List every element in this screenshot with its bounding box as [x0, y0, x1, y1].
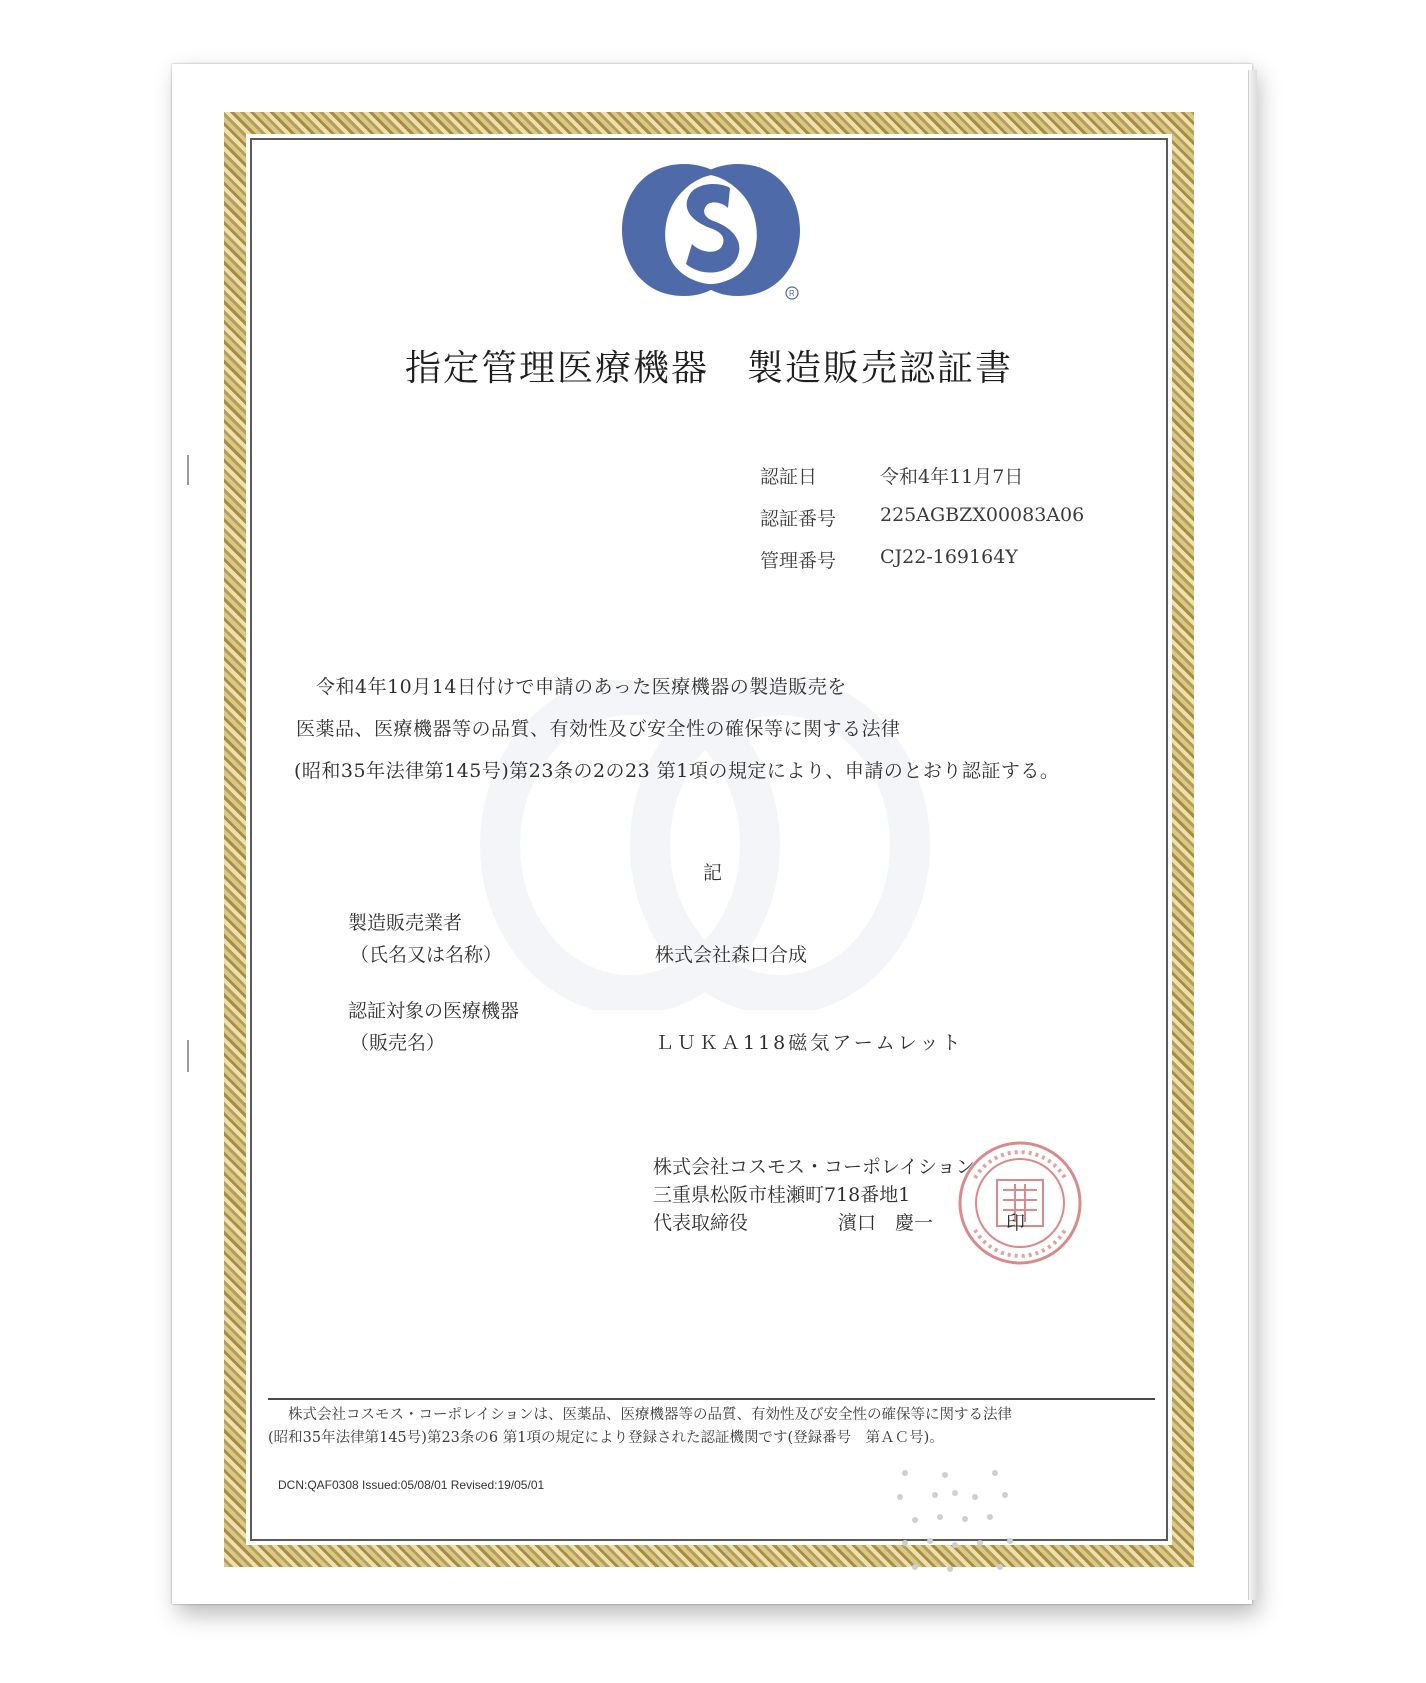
ki-heading: 記: [703, 862, 723, 884]
body-paragraph-line: (昭和35年法律第145号)第23条の2の23 第1項の規定により、申請のとおり認証する。: [294, 760, 1060, 782]
issuer-address: 三重県松阪市桂瀬町718番地1: [653, 1184, 911, 1206]
manufacturer-value: 株式会社森口合成: [655, 944, 808, 966]
page-edge: [1248, 70, 1257, 1600]
certification-date-value: 令和4年11月7日: [880, 466, 1024, 488]
body-paragraph-line: 医薬品、医療機器等の品質、有効性及び安全性の確保等に関する法律: [296, 718, 901, 740]
certificate-title: 指定管理医療機器 製造販売認証書: [404, 348, 1013, 389]
svg-text:R: R: [789, 289, 795, 298]
footer-note-line: 株式会社コスモス・コーポレイションは、医薬品、医療機器等の品質、有効性及び安全性の確保等に関する法律: [288, 1407, 1012, 1423]
device-name-value: ＬＵＫＡ118磁気アームレット: [655, 1032, 964, 1054]
device-sublabel: （販売名）: [350, 1032, 446, 1054]
device-label: 認証対象の医療機器: [348, 1000, 520, 1022]
embossed-seal-pattern: [895, 1465, 1025, 1585]
management-number-label: 管理番号: [760, 550, 837, 572]
footer-note-line: (昭和35年法律第145号)第23条の6 第1項の規定により登録された認証機関です(登録番号 第ＡＣ号)。: [268, 1430, 944, 1446]
company-seal: [955, 1138, 1085, 1268]
document-control-number: DCN:QAF0308 Issued:05/08/01 Revised:19/05/01: [278, 1478, 545, 1492]
binding-mark: [187, 1040, 189, 1072]
certification-body-logo: [622, 160, 800, 302]
manufacturer-label: 製造販売業者: [348, 912, 463, 934]
manufacturer-sublabel: （氏名又は名称）: [350, 944, 503, 966]
certification-date-label: 認証日: [760, 466, 818, 488]
body-paragraph-line: 令和4年10月14日付けで申請のあった医療機器の製造販売を: [316, 676, 847, 698]
seal-mark: 印: [1006, 1212, 1026, 1234]
footer-divider: [268, 1398, 1155, 1400]
management-number-value: CJ22-169164Y: [880, 546, 1018, 568]
certification-number-value: 225AGBZX00083A06: [880, 504, 1085, 526]
issuer-representative-name: 濱口 慶一: [838, 1212, 934, 1234]
binding-mark: [187, 455, 189, 485]
issuer-role: 代表取締役: [653, 1212, 749, 1234]
certification-number-label: 認証番号: [760, 508, 837, 530]
issuer-company: 株式会社コスモス・コーポレイション: [653, 1156, 975, 1178]
